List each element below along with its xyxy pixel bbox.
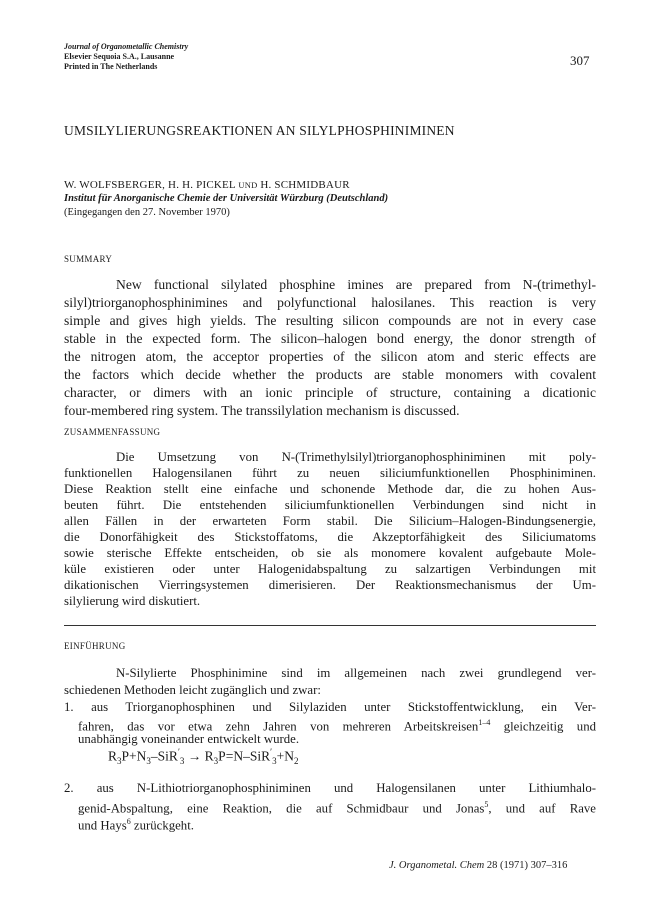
zus-line: Die Umsetzung von N-(Trimethylsilyl)triorganophosphiniminen mit poly- <box>116 450 596 464</box>
page-number: 307 <box>570 53 590 68</box>
zus-line: funktionellen Halogensilanen führt zu neuen siliciumfunktionellen Phosphiniminen. <box>64 466 596 480</box>
eq-p: P <box>218 748 226 764</box>
item1-text: gleichzeitig und <box>490 719 596 734</box>
zus-line: die Donorfähigkeit des Stickstoffatoms, die Akzeptorfähigkeit des Siliciumatoms <box>64 530 596 544</box>
summary-line: the nitrogen atom, the acceptor properties of the silicon atom and steric effects are <box>64 349 596 364</box>
eq-n: N <box>233 748 244 764</box>
eq-r: R <box>168 748 178 764</box>
eq-arrow: → <box>187 748 202 764</box>
authors-part2: H. SCHMIDBAUR <box>260 179 350 191</box>
summary-line: simple and gives high yields. The resulting silicon compounds are not in every case <box>64 313 596 328</box>
item2-text: , und auf Rave <box>488 801 596 816</box>
publisher: Elsevier Sequoia S.A., Lausanne <box>64 52 175 61</box>
received-date: (Eingegangen den 27. November 1970) <box>64 207 230 218</box>
item2-text: genid-Abspaltung, eine Reaktion, die auf Schmidbaur und Jonas <box>78 801 485 816</box>
item1-text: fahren, das vor etwa zehn Jahren von mehreren Arbeitskreisen <box>78 719 479 734</box>
item2-text: und Hays <box>78 818 127 833</box>
eq-p: P <box>121 748 130 764</box>
eq-double: = <box>225 748 234 764</box>
journal-name: Journal of Organometallic Chemistry <box>64 42 189 51</box>
printed-in: Printed in The Netherlands <box>64 62 158 71</box>
summary-line: character, or dimers with an ionic principle of structure, containing a dicationic <box>64 385 596 400</box>
section-divider <box>64 625 596 626</box>
reaction-equation <box>108 747 298 766</box>
eq-dash: – <box>150 748 158 764</box>
eq-sub: 3 <box>272 756 277 767</box>
authors-und: UND <box>238 180 258 190</box>
authors-part1: W. WOLFSBERGER, H. H. PICKEL <box>64 179 236 191</box>
zus-line: dikationischen Vierringsystemen dimerisieren. Der Reaktionsmechanismus der Um- <box>64 578 596 592</box>
eq-dash: – <box>243 748 250 764</box>
summary-heading: SUMMARY <box>64 254 113 264</box>
eq-r: R <box>108 748 118 764</box>
author-block <box>64 178 604 220</box>
reference-mark: 5 <box>484 800 489 809</box>
zus-line: silylierung wird diskutiert. <box>64 594 201 608</box>
zus-line: beuten führt. Die entstehenden siliciumfunktionellen Verbindungen sind nicht in <box>64 498 596 512</box>
author-names <box>64 178 604 192</box>
footer-citation <box>389 860 567 871</box>
item1-line: unabhängig voneinander entwickelt wurde. <box>78 732 300 746</box>
eq-n: N <box>284 748 294 764</box>
eq-sub: 3 <box>146 756 151 767</box>
eq-si: Si <box>249 748 262 764</box>
article-title: UMSILYLIERUNGSREAKTIONEN AN SILYLPHOSPHINIMINEN <box>64 123 455 138</box>
footer-volume: 28 (1971) 307–316 <box>486 860 568 871</box>
intro-line: schiedenen Methoden leicht zugänglich und zwar: <box>64 683 321 697</box>
zus-line: sowie sterische Effekte entscheiden, ob sie als monomere kovalent aufgebaute Mole- <box>64 546 596 560</box>
zus-line: küle existieren oder unter Halogenidabspaltung zu salzartigen Verbindungen mit <box>64 562 596 576</box>
item2-line <box>78 814 596 834</box>
item2-text: zurückgeht. <box>130 818 194 833</box>
eq-n: N <box>136 748 147 764</box>
eq-plus: + <box>276 748 285 764</box>
eq-sub: 2 <box>293 756 299 767</box>
zus-line: Diese Reaktion stellt eine einfache und schonende Methode dar, die zu hohen Aus- <box>64 482 596 496</box>
reference-mark: 6 <box>126 817 131 826</box>
summary-line: stable in the expected form. The silicon–halogen bond energy, the donor strength of <box>64 331 596 346</box>
summary-line: the factors which decide whether the products are stable monomers with covalent <box>64 367 596 382</box>
eq-sub: 3 <box>117 756 122 767</box>
journal-info <box>64 42 188 72</box>
eq-prime: ′ <box>270 747 273 757</box>
eq-r: R <box>204 748 214 764</box>
einfuehrung-heading: EINFÜHRUNG <box>64 641 126 651</box>
summary-line: New functional silylated phosphine imines are prepared from N-(trimethyl- <box>116 277 596 292</box>
eq-sub: 3 <box>179 756 185 767</box>
zus-line: allen Fällen in der erwarteten Form stabil. Die Silicium–Halogen-Bindungsenergie, <box>64 514 596 528</box>
reference-mark: 1–4 <box>478 718 491 727</box>
eq-plus: + <box>129 748 137 764</box>
item2-line: 2. aus N-Lithiotriorganophosphiniminen und Halogensilanen unter Lithiumhalo- <box>64 781 596 795</box>
institution: Institut für Anorganische Chemie der Universität Würzburg (Deutschland) <box>64 193 389 204</box>
eq-si: Si <box>157 748 169 764</box>
zusammenfassung-heading: ZUSAMMENFASSUNG <box>64 427 161 437</box>
footer-journal: J. Organometal. Chem <box>389 860 485 871</box>
eq-sub: 3 <box>213 756 219 767</box>
summary-line: four-membered ring system. The transsilylation mechanism is discussed. <box>64 403 460 418</box>
eq-r: R <box>261 748 271 764</box>
item1-line: 1. aus Triorganophosphinen und Silylaziden unter Stickstoffentwicklung, ein Ver- <box>64 700 596 714</box>
intro-line: N-Silylierte Phosphinimine sind im allgemeinen nach zwei grundlegend ver- <box>116 666 596 680</box>
summary-line: silyl)triorganophosphinimines and polyfunctional halosilanes. This reaction is very <box>64 295 596 310</box>
eq-prime: ′ <box>177 747 180 757</box>
